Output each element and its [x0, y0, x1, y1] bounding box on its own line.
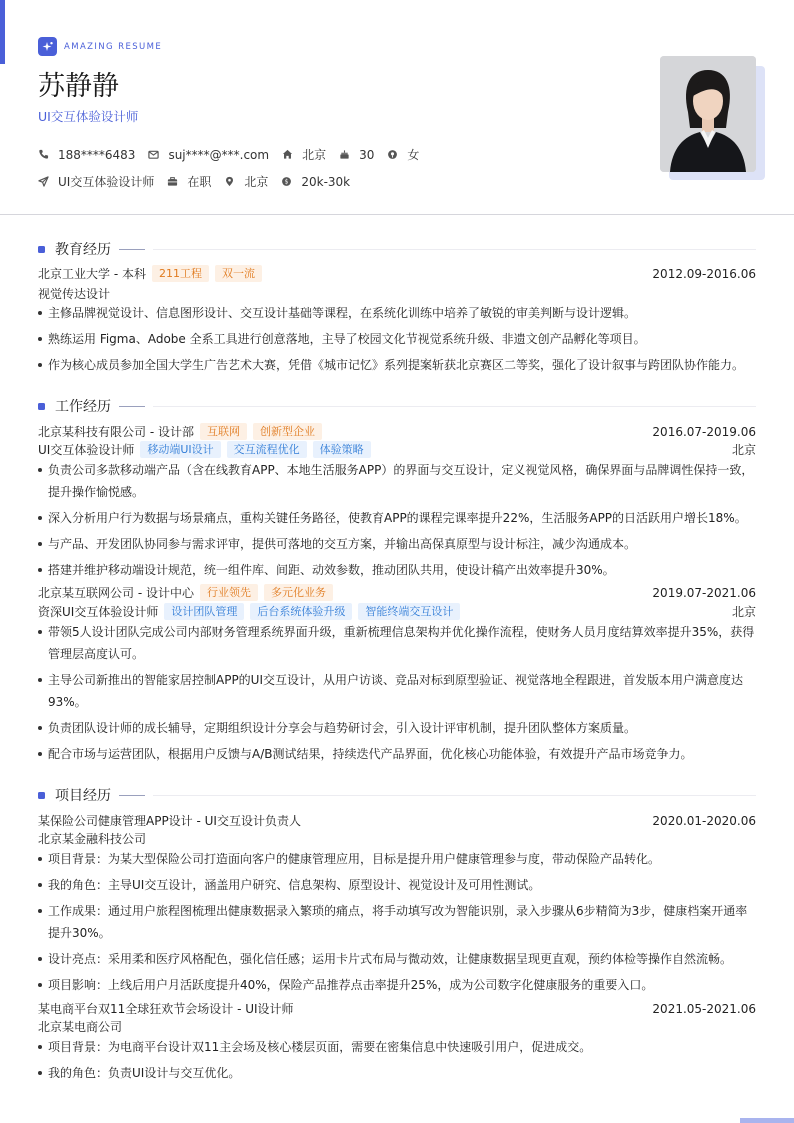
education-section-header [38, 239, 756, 259]
gender-item [387, 146, 419, 163]
briefcase-icon [167, 176, 178, 187]
project-name: 某电商平台双11全球狂欢节会场设计 - UI设计师 [38, 1002, 294, 1016]
job-role: 资深UI交互体验设计师 [38, 605, 159, 619]
age-item [339, 148, 374, 162]
company-name: 北京某互联网公司 - 设计中心 [38, 586, 194, 600]
role-tag: 智能终端交互设计 [358, 603, 460, 620]
school-tag: 211工程 [152, 265, 209, 282]
section-divider [119, 795, 145, 796]
job-date: 2016.07-2019.06 [652, 424, 756, 439]
candidate-name: 苏静静 [38, 71, 119, 102]
list-item: 与产品、开发团队协同参与需求评审，提供可落地的交互方案，并输出高保真原型与设计标注，减少沟通成本。 [38, 533, 756, 555]
section-divider [153, 795, 756, 796]
target-job-value: UI交互体验设计师 [58, 175, 155, 189]
profile-photo [660, 56, 756, 172]
job-role-row [38, 603, 756, 620]
list-item: 负责团队设计师的成长辅导，定期组织设计分享会与趋势研讨会，引入设计评审机制，提升团队整体方案质量。 [38, 717, 756, 739]
education-title: 教育经历 [55, 242, 111, 258]
project-date: 2021.05-2021.06 [652, 1001, 756, 1016]
money-icon [281, 176, 292, 187]
section-bullet [38, 792, 45, 799]
candidate-title: UI交互体验设计师 [38, 109, 139, 124]
gender-icon [387, 149, 398, 160]
email-item [148, 148, 269, 162]
list-item: 配合市场与运营团队，根据用户反馈与A/B测试结果，持续迭代产品界面，优化核心功能体验，有效提升产品市场竞争力。 [38, 743, 756, 765]
education-date: 2012.09-2016.06 [652, 266, 756, 281]
salary-value: 20k-30k [301, 174, 351, 189]
education-major: 视觉传达设计 [38, 287, 111, 301]
job-header [38, 423, 756, 440]
project-org: 北京某电商公司 [38, 1020, 123, 1034]
home-value: 北京 [302, 148, 327, 162]
section-divider [119, 249, 145, 250]
role-tag: 后台系统体验升级 [250, 603, 352, 620]
age-value: 30 [359, 147, 375, 162]
section-divider [119, 406, 145, 407]
list-item: 搭建并维护移动端设计规范，统一组件库、间距、动效参数，推动团队共用，使设计稿产出效率提升30%。 [38, 559, 756, 581]
section-bullet [38, 246, 45, 253]
job-location: 北京 [731, 605, 756, 619]
phone-value: 188****6483 [58, 147, 136, 162]
list-item: 项目背景：为某大型保险公司打造面向客户的健康管理应用，目标是提升用户健康管理参与度，带动保险产品转化。 [38, 848, 756, 870]
svg-text:$: $ [284, 178, 289, 186]
project-header [38, 812, 756, 829]
projects-section-header [38, 785, 756, 805]
target-city-value: 北京 [244, 175, 269, 189]
brand-label: AMAZING RESUME [64, 41, 163, 52]
list-item: 我的角色：主导UI交互设计，涵盖用户研究、信息架构、原型设计、视觉设计及可用性测试。 [38, 874, 756, 896]
school-tag: 双一流 [215, 265, 262, 282]
cake-icon [339, 149, 350, 160]
gender-value: 女 [407, 148, 420, 162]
company-name: 北京某科技有限公司 - 设计部 [38, 425, 194, 439]
contact-row [38, 146, 432, 163]
list-item: 负责公司多款移动端产品（含在线教育APP、本地生活服务APP）的界面与交互设计，定义视觉风格，确保界面与品牌调性保持一致，提升操作愉悦感。 [38, 459, 756, 503]
role-tag: 交互流程优化 [227, 441, 307, 458]
school-name: 北京工业大学 - 本科 [38, 267, 146, 281]
list-item: 带领5人设计团队完成公司内部财务管理系统界面升级，重新梳理信息架构并优化操作流程，使财务人员月度结算效率提升35%，获得管理层高度认可。 [38, 621, 756, 665]
project-date: 2020.01-2020.06 [652, 813, 756, 828]
job-bullets [38, 621, 756, 769]
target-job-item [38, 173, 154, 190]
phone-icon [38, 149, 49, 160]
list-item: 作为核心成员参加全国大学生广告艺术大赛，凭借《城市记忆》系列提案斩获北京赛区二等奖，强化了设计叙事与跨团队协作能力。 [38, 354, 756, 376]
project-bullets [38, 848, 756, 1000]
role-tag: 移动端UI设计 [140, 441, 220, 458]
job-location: 北京 [731, 443, 756, 457]
project-bullets [38, 1036, 756, 1088]
list-item: 熟练运用 Figma、Adobe 全系工具进行创意落地，主导了校园文化节视觉系统升级、非遗文创产品孵化等项目。 [38, 328, 756, 350]
company-tag: 互联网 [200, 423, 247, 440]
email-value: suj****@***.com [168, 147, 270, 162]
project-org: 北京某金融科技公司 [38, 832, 147, 846]
job-role-row [38, 441, 756, 458]
role-tag: 设计团队管理 [164, 603, 244, 620]
location-pin-icon [224, 176, 235, 187]
work-section-header [38, 396, 756, 416]
list-item: 我的角色：负责UI设计与交互优化。 [38, 1062, 756, 1084]
status-value: 在职 [187, 175, 212, 189]
mail-icon [148, 149, 159, 160]
job-date: 2019.07-2021.06 [652, 585, 756, 600]
job-intent-row [38, 173, 363, 190]
bottom-accent-bar [740, 1118, 794, 1123]
status-item [167, 173, 211, 190]
home-item [282, 146, 326, 163]
projects-title: 项目经历 [55, 788, 111, 804]
education-entry-header [38, 265, 756, 282]
company-tag: 行业领先 [200, 584, 258, 601]
list-item: 工作成果：通过用户旅程图梳理出健康数据录入繁琐的痛点，将手动填写改为智能识别，录入步骤从6步精简为3步，健康档案开通率提升30%。 [38, 900, 756, 944]
list-item: 主修品牌视觉设计、信息图形设计、交互设计基础等课程，在系统化训练中培养了敏锐的审美判断与设计逻辑。 [38, 302, 756, 324]
home-icon [282, 149, 293, 160]
list-item: 项目背景：为电商平台设计双11主会场及核心楼层页面，需要在密集信息中快速吸引用户，促进成交。 [38, 1036, 756, 1058]
phone-item [38, 148, 135, 162]
resume-header [0, 0, 794, 215]
section-divider [153, 249, 756, 250]
role-tag: 体验策略 [313, 441, 371, 458]
sparkle-icon [38, 37, 57, 56]
section-bullet [38, 403, 45, 410]
job-role: UI交互体验设计师 [38, 443, 135, 457]
project-name: 某保险公司健康管理APP设计 - UI交互设计负责人 [38, 814, 301, 828]
section-divider [153, 406, 756, 407]
list-item: 项目影响：上线后用户月活跃度提升40%，保险产品推荐点击率提升25%，成为公司数字化健康服务的重要入口。 [38, 974, 756, 996]
job-bullets [38, 459, 756, 585]
education-bullets [38, 302, 756, 380]
send-icon [38, 176, 49, 187]
list-item: 深入分析用户行为数据与场景痛点，重构关键任务路径，使教育APP的课程完课率提升22%，生活服务APP的日活跃用户增长18%。 [38, 507, 756, 529]
company-tag: 创新型企业 [253, 423, 322, 440]
work-title: 工作经历 [55, 399, 111, 415]
brand [38, 37, 162, 56]
target-city-item [224, 173, 268, 190]
list-item: 主导公司新推出的智能家居控制APP的UI交互设计，从用户访谈、竞品对标到原型验证、视觉落地全程跟进，首发版本用户满意度达93%。 [38, 669, 756, 713]
job-header [38, 584, 756, 601]
company-tag: 多元化业务 [264, 584, 333, 601]
project-header [38, 1000, 756, 1017]
list-item: 设计亮点：采用柔和医疗风格配色，强化信任感；运用卡片式布局与微动效，让健康数据呈现更直观，预约体检等操作自然流畅。 [38, 948, 756, 970]
salary-item [281, 175, 350, 189]
